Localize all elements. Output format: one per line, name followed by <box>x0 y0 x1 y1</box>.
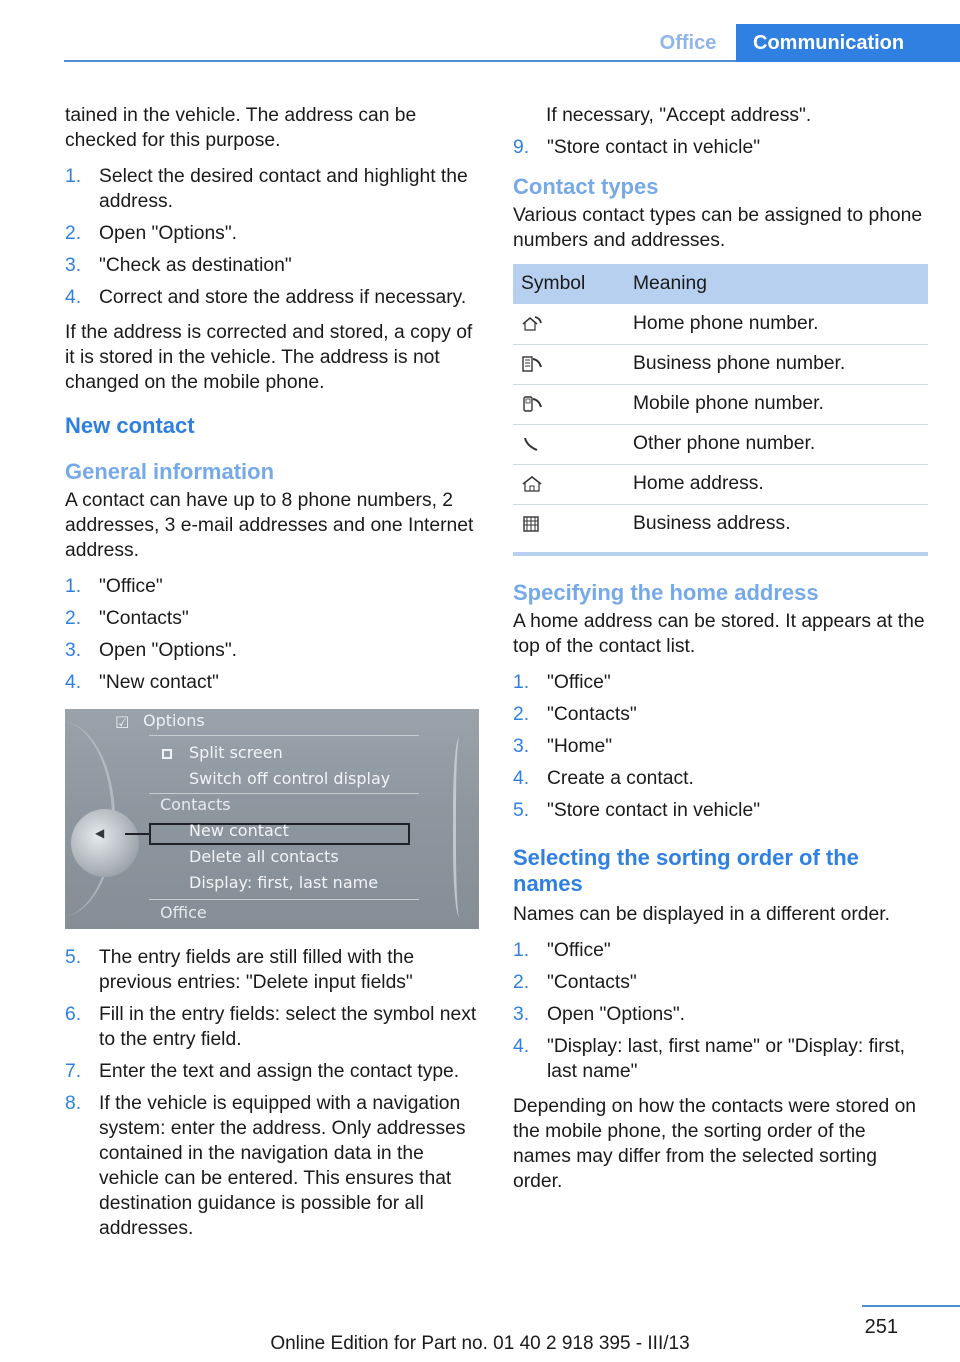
meaning-cell: Mobile phone number. <box>625 384 928 424</box>
business-phone-icon <box>521 355 543 373</box>
intro-paragraph: tained in the vehicle. The address can be checked for this purpose. <box>65 105 417 151</box>
home-phone-icon <box>521 315 543 333</box>
menu-item-split-screen[interactable]: Split screen <box>189 743 283 762</box>
section-office: Office <box>160 903 207 922</box>
menu-item-switch-off-display[interactable]: Switch off control display <box>189 769 391 788</box>
list-item: 4. Correct and store the address if necessary. <box>65 287 467 308</box>
table-row <box>513 344 928 384</box>
divider <box>149 899 419 900</box>
meaning-cell: Business phone number. <box>625 344 928 384</box>
table-row <box>513 464 928 504</box>
list-item: 5. "Store contact in vehicle" <box>513 800 761 821</box>
meaning-cell: Other phone number. <box>625 424 928 464</box>
list-item: 2. "Contacts" <box>513 704 637 725</box>
other-phone-icon <box>521 435 543 453</box>
heading-sorting-order: Selecting the sorting order of the names <box>513 845 859 896</box>
list-item: 2. "Contacts" <box>513 972 637 993</box>
home-address-steps <box>513 670 928 823</box>
menu-item-delete-all-contacts[interactable]: Delete all contacts <box>189 847 339 866</box>
list-item: 7. Enter the text and assign the contact type. <box>65 1061 460 1082</box>
table-header-row <box>513 264 928 304</box>
meaning-cell: Home phone number. <box>625 304 928 344</box>
table-bottom-rule <box>513 552 928 556</box>
edition-footer: Online Edition for Part no. 01 40 2 918 395 - III/13 <box>270 1333 690 1354</box>
sorting-paragraph: Names can be displayed in a different order. <box>513 904 890 925</box>
header-tab-communication[interactable]: Communication <box>736 24 960 62</box>
store-contact-step <box>513 135 928 160</box>
checkbox-icon <box>162 749 172 759</box>
new-contact-steps <box>65 574 479 695</box>
general-information-paragraph: A contact can have up to 8 phone numbers, 2 addresses, 3 e-mail addresses and one Internet address. <box>65 490 474 561</box>
table-row <box>513 504 928 544</box>
column-header-symbol: Symbol <box>513 264 625 304</box>
meaning-cell: Home address. <box>625 464 928 504</box>
left-column <box>65 103 479 1251</box>
heading-home-address: Specifying the home address <box>513 580 819 605</box>
menu-item-new-contact[interactable]: New contact <box>189 821 289 840</box>
heading-general-information: General information <box>65 459 275 484</box>
list-item: 1. "Office" <box>513 672 611 693</box>
sorting-after-paragraph: Depending on how the contacts were stored on the mobile phone, the sorting order of the names may differ from the selected sorting order. <box>513 1096 917 1192</box>
entry-fields-steps <box>65 945 479 1241</box>
table-row <box>513 384 928 424</box>
list-item: 2. Open "Options". <box>65 223 238 244</box>
menu-item-display-order[interactable]: Display: first, last name <box>189 873 379 892</box>
home-address-icon <box>521 475 543 493</box>
list-item: 2. "Contacts" <box>65 608 189 629</box>
arrow-left-icon: ◀ <box>95 826 105 840</box>
list-item: 1. Select the desired contact and highlight the address. <box>65 166 468 212</box>
page-number: 251 <box>864 1316 898 1338</box>
contact-types-paragraph: Various contact types can be assigned to phone numbers and addresses. <box>513 205 923 251</box>
list-item: 4. "Display: last, first name" or "Display: first, last name" <box>513 1036 906 1082</box>
list-item: 1. "Office" <box>513 940 611 961</box>
list-item: 3. "Check as destination" <box>65 255 292 276</box>
list-item: 4. Create a contact. <box>513 768 694 789</box>
controller-knob-icon <box>71 809 139 877</box>
table-row <box>513 424 928 464</box>
right-column <box>513 103 928 1205</box>
divider <box>149 735 419 736</box>
list-item: 8. If the vehicle is equipped with a navigation system: enter the address. Only addresses contained in the navigation data in the vehicle can be entered. This ensures that destination guidance is possible for all addresses. <box>65 1093 466 1239</box>
list-item: 9. "Store contact in vehicle" <box>513 137 761 158</box>
sorting-steps <box>513 938 928 1084</box>
divider <box>149 793 419 794</box>
scroll-arc <box>453 737 469 917</box>
list-item: 3. "Home" <box>513 736 613 757</box>
column-header-meaning: Meaning <box>625 264 928 304</box>
list-item: 4. "New contact" <box>65 672 219 693</box>
section-contacts: Contacts <box>160 795 231 814</box>
header-tab-office[interactable]: Office <box>659 32 717 54</box>
options-title: Options <box>143 711 205 730</box>
list-item: 3. Open "Options". <box>513 1004 686 1025</box>
pointer-line <box>125 833 151 835</box>
corrected-address-paragraph: If the address is corrected and stored, a copy of it is stored in the vehicle. The address is not changed on the mobile phone. <box>65 322 473 393</box>
check-destination-steps <box>65 164 479 310</box>
list-item: 5. The entry fields are still filled with the previous entries: "Delete input fields" <box>65 947 415 993</box>
business-address-icon <box>521 515 543 533</box>
meaning-cell: Business address. <box>633 513 791 535</box>
home-address-paragraph: A home address can be stored. It appears at the top of the contact list. <box>513 611 925 657</box>
heading-new-contact: New contact <box>65 413 195 438</box>
footer-rule <box>862 1305 960 1307</box>
list-item: 1. "Office" <box>65 576 163 597</box>
options-icon: ☑ <box>115 713 130 732</box>
list-item: 6. Fill in the entry fields: select the symbol next to the entry field. <box>65 1004 477 1050</box>
options-menu-screenshot <box>65 709 479 929</box>
table-row <box>513 304 928 344</box>
contact-types-table <box>513 264 928 544</box>
list-item: 3. Open "Options". <box>65 640 238 661</box>
mobile-phone-icon <box>521 395 543 413</box>
heading-contact-types: Contact types <box>513 174 659 199</box>
accept-address-text: If necessary, "Accept address". <box>546 105 812 126</box>
